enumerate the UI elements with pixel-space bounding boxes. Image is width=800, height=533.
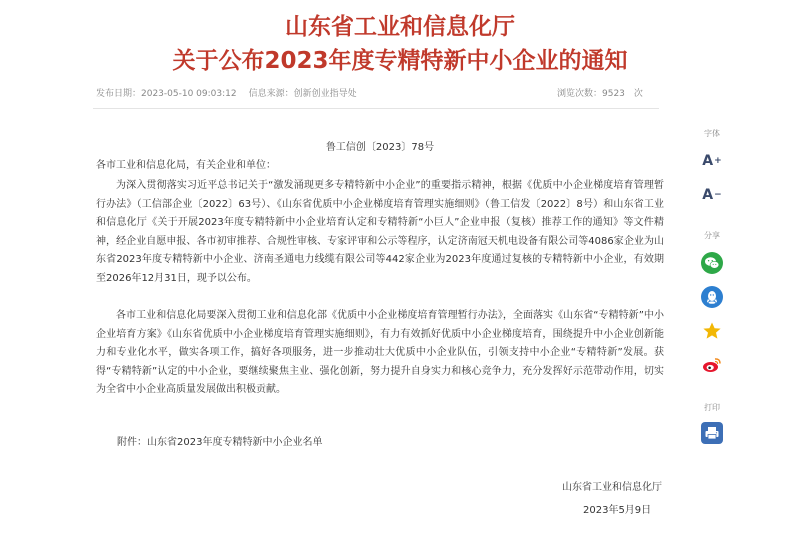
info-source: 信息来源：创新创业指导处 bbox=[248, 89, 357, 99]
meta-info bbox=[96, 86, 357, 99]
paragraph-1: 为深入贯彻落实习近平总书记关于“激发涌现更多专精特新中小企业”的重要指示精神，根据《优质中小企业梯度培育管理暂行办法》（工信部企业〔2022〕63号）、《山东省优质中小企业梯度培育管理实施细则》（鲁工信发〔2022〕8号）和山东省工业和信息化厅《关于开展2023年度专精特新中小企业培育认定和专精特新“小巨人”企业申报（复核）推荐工作的通知》等文件精神，经企业自愿申报、各市初审推荐、合规性审核、专家评审和公示等程序，认定济南冠天机电设备有限公司等4086家企业为山东省2023年度专精特新中小企业、济南圣通电力线缆有限公司等442家企业为2023年度通过复核的专精特新中小企业，有效期至2026年12月31日，现予以公布。 bbox=[96, 180, 664, 284]
weibo-icon bbox=[702, 356, 722, 374]
attachment-link[interactable]: 附件：山东省2023年度专精特新中小企业名单 bbox=[117, 437, 323, 448]
wechat-icon bbox=[704, 256, 720, 270]
print-button[interactable] bbox=[701, 422, 723, 444]
page-title-line2: 关于公布2023年度专精特新中小企业的通知 bbox=[172, 48, 628, 74]
qzone-star-icon bbox=[702, 321, 722, 341]
font-size-label: 字体 bbox=[704, 129, 720, 138]
weibo-share-button[interactable] bbox=[701, 354, 723, 376]
wechat-share-button[interactable] bbox=[701, 252, 723, 274]
signature-org: 山东省工业和信息化厅 bbox=[562, 482, 662, 493]
share-label: 分享 bbox=[704, 231, 720, 240]
view-count: 浏览次数：9523 次 bbox=[557, 89, 643, 99]
font-decrease-button[interactable] bbox=[701, 184, 723, 206]
minus-icon: − bbox=[714, 190, 722, 200]
qq-icon bbox=[705, 290, 719, 305]
page-title-line1: 山东省工业和信息化厅 bbox=[285, 14, 515, 40]
divider bbox=[93, 108, 659, 109]
font-increase-button[interactable] bbox=[701, 150, 723, 172]
font-increase-glyph: A bbox=[702, 153, 714, 169]
plus-icon: + bbox=[714, 156, 722, 166]
publish-date: 发布日期：2023-05-10 09:03:12 bbox=[96, 89, 237, 99]
signature-date: 2023年5月9日 bbox=[583, 505, 652, 516]
qzone-share-button[interactable] bbox=[701, 320, 723, 342]
qq-share-button[interactable] bbox=[701, 286, 723, 308]
document-number: 鲁工信创〔2023〕78号 bbox=[325, 142, 435, 153]
paragraph-2: 各市工业和信息化局要深入贯彻工业和信息化部《优质中小企业梯度培育管理暂行办法》，全面落实《山东省“专精特新”中小企业培育方案》《山东省优质中小企业梯度培育管理实施细则》，有力有效抓好优质中小企业梯度培育，围绕提升中小企业创新能力和专业化水平，做实各项工作，搞好各项服务，进一步推动壮大优质中小企业队伍，引领支持中小企业“专精特新”发展。获得“专精特新”认定的中小企业，要继续聚焦主业、强化创新，努力提升自身实力和核心竞争力，充分发挥好示范带动作用，切实为全省中小企业高质量发展做出积极贡献。 bbox=[96, 310, 664, 395]
salutation: 各市工业和信息化局，有关企业和单位： bbox=[96, 160, 276, 171]
print-label: 打印 bbox=[704, 403, 720, 412]
font-decrease-glyph: A bbox=[702, 187, 714, 203]
printer-icon bbox=[704, 426, 720, 440]
